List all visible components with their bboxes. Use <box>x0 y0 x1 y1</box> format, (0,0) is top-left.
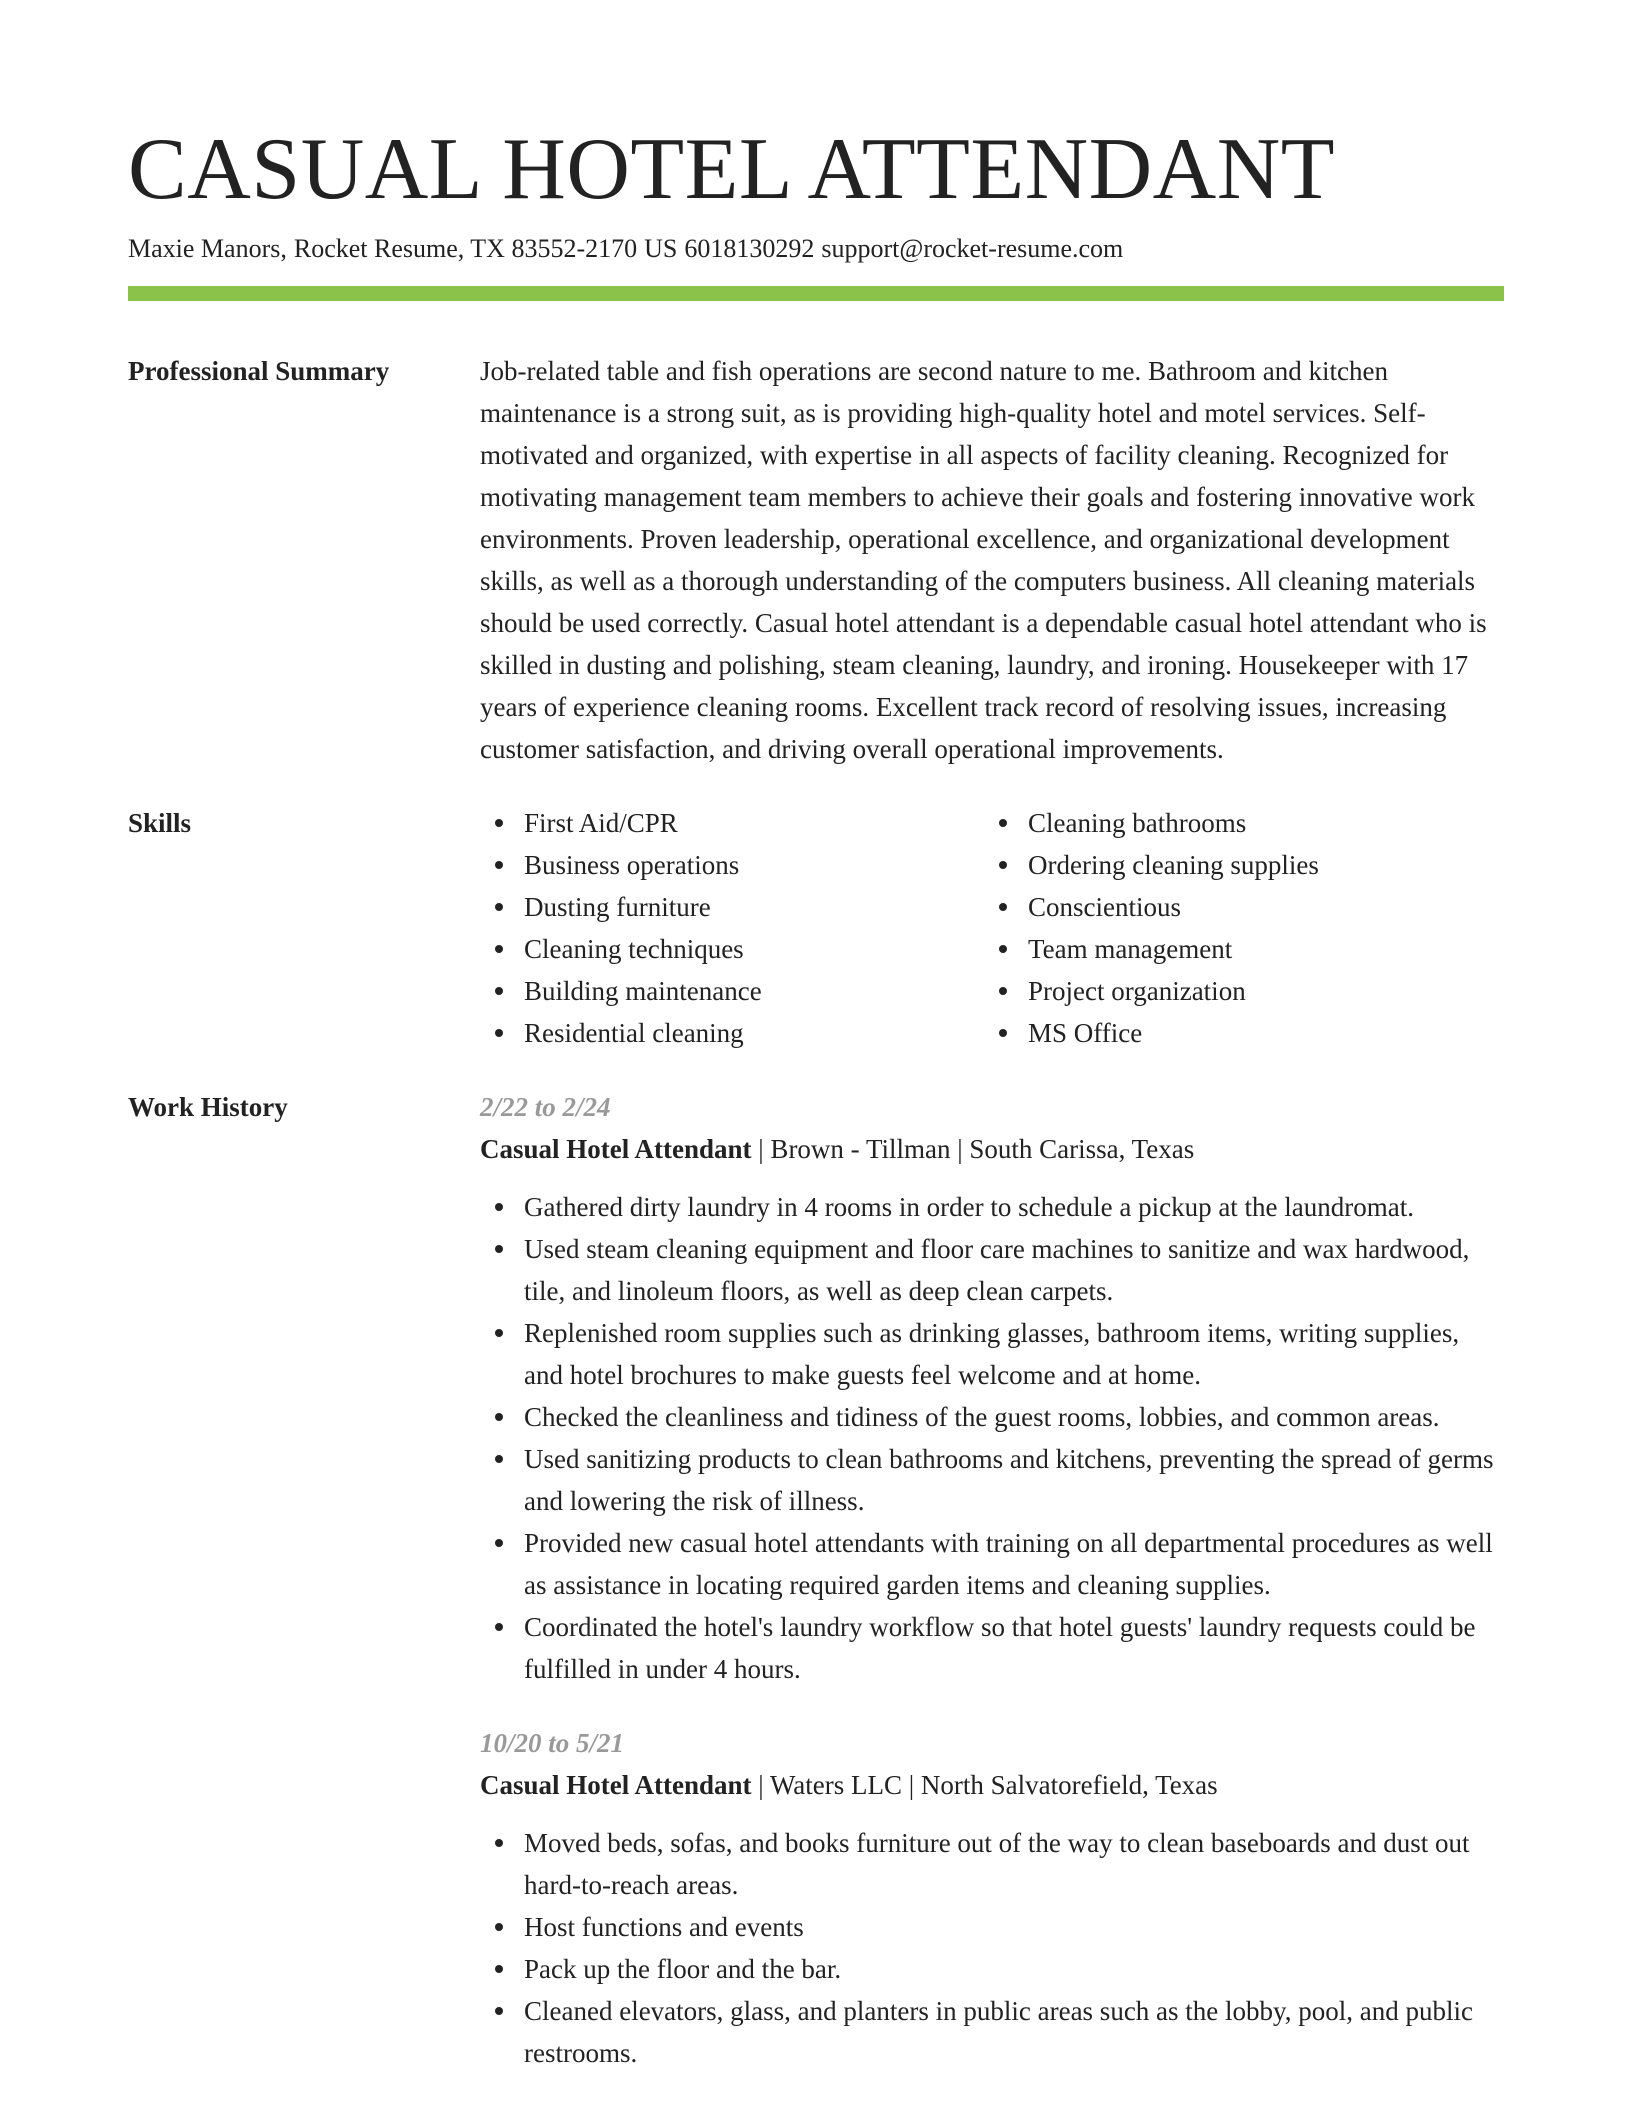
job-bullet: Pack up the floor and the bar. <box>480 1948 1504 1990</box>
job-employer-location: | Waters LLC | North Salvatorefield, Texas <box>751 1770 1218 1800</box>
skill-item: First Aid/CPR <box>480 802 984 844</box>
job-bullets <box>480 1822 1504 2074</box>
section-body-work-history <box>480 1086 1504 2106</box>
skill-item: Team management <box>984 928 1488 970</box>
job-bullets <box>480 1186 1504 1690</box>
skill-item: Building maintenance <box>480 970 984 1012</box>
contact-phone: 6018130292 <box>684 234 815 263</box>
skill-item: Conscientious <box>984 886 1488 928</box>
skills-column-left <box>480 802 984 1054</box>
job-title: Casual Hotel Attendant <box>480 1770 752 1800</box>
job-bullet: Moved beds, sofas, and books furniture out of the way to clean baseboards and dust out hard-to-reach areas. <box>480 1822 1504 1906</box>
contact-email[interactable]: support@rocket-resume.com <box>821 234 1124 263</box>
job-bullet: Used sanitizing products to clean bathrooms and kitchens, preventing the spread of germs and lowering the risk of illness. <box>480 1438 1504 1522</box>
section-body-summary <box>480 350 1504 770</box>
job-bullet: Used steam cleaning equipment and floor care machines to sanitize and wax hardwood, tile, and linoleum floors, as well as deep clean carpets. <box>480 1228 1504 1312</box>
skill-item: Dusting furniture <box>480 886 984 928</box>
job-entry <box>480 1722 1504 2074</box>
job-bullet: Host functions and events <box>480 1906 1504 1948</box>
skill-item: Residential cleaning <box>480 1012 984 1054</box>
section-label-work-history: Work History <box>128 1092 288 1122</box>
accent-divider <box>128 286 1504 301</box>
section-label-skills: Skills <box>128 808 192 838</box>
job-bullet: Replenished room supplies such as drinking glasses, bathroom items, writing supplies, and hotel brochures to make guests feel welcome and at home. <box>480 1312 1504 1396</box>
contact-country: US <box>644 234 678 263</box>
skill-item: Cleaning bathrooms <box>984 802 1488 844</box>
contact-address: Rocket Resume, TX 83552-2170 <box>293 234 638 263</box>
skill-item: Project organization <box>984 970 1488 1012</box>
job-entry <box>480 1086 1504 1690</box>
resume-name-heading: CASUAL HOTEL ATTENDANT <box>128 121 1336 218</box>
job-dates: 10/20 to 5/21 <box>480 1728 625 1758</box>
skill-item: MS Office <box>984 1012 1488 1054</box>
job-bullet: Gathered dirty laundry in 4 rooms in order to schedule a pickup at the laundromat. <box>480 1186 1504 1228</box>
summary-text: Job-related table and fish operations are second nature to me. Bathroom and kitchen maintenance is a strong suit, as is providing high-quality hotel and motel services. Self-motivated and organized, with expertise in all aspects of facility cleaning. Recognized for motivating management team members to achieve their goals and fostering innovative work environments. Proven leadership, operational excellence, and organizational development skills, as well as a thorough understanding of the computers business. All cleaning materials should be used correctly. Casual hotel attendant is a dependable casual hotel attendant who is skilled in dusting and polishing, steam cleaning, laundry, and ironing. Housekeeper with 17 years of experience cleaning rooms. Excellent track record of resolving issues, increasing customer satisfaction, and driving overall operational improvements. <box>480 356 1487 764</box>
job-bullet: Cleaned elevators, glass, and planters in public areas such as the lobby, pool, and public restrooms. <box>480 1990 1504 2074</box>
skills-column-right <box>984 802 1488 1054</box>
job-employer-location: | Brown - Tillman | South Carissa, Texas <box>751 1134 1195 1164</box>
section-label-summary: Professional Summary <box>128 356 390 386</box>
resume-sections <box>128 350 1504 2106</box>
job-dates: 2/22 to 2/24 <box>480 1092 611 1122</box>
job-bullet: Checked the cleanliness and tidiness of the guest rooms, lobbies, and common areas. <box>480 1396 1504 1438</box>
contact-person: Maxie Manors, <box>128 234 287 263</box>
skill-item: Cleaning techniques <box>480 928 984 970</box>
section-body-skills <box>480 802 1504 1054</box>
skill-item: Business operations <box>480 844 984 886</box>
work-history-section <box>128 1086 1504 2106</box>
contact-line <box>128 232 1123 266</box>
job-bullet: Coordinated the hotel's laundry workflow so that hotel guests' laundry requests could be fulfilled in under 4 hours. <box>480 1606 1504 1690</box>
skill-item: Ordering cleaning supplies <box>984 844 1488 886</box>
job-bullet: Provided new casual hotel attendants with training on all departmental procedures as well as assistance in locating required garden items and cleaning supplies. <box>480 1522 1504 1606</box>
skills-grid <box>480 802 1504 1054</box>
job-title: Casual Hotel Attendant <box>480 1134 752 1164</box>
job-heading <box>480 1128 1504 1170</box>
professional-summary-section <box>128 350 1504 770</box>
job-heading <box>480 1764 1504 1806</box>
skills-section <box>128 802 1504 1054</box>
